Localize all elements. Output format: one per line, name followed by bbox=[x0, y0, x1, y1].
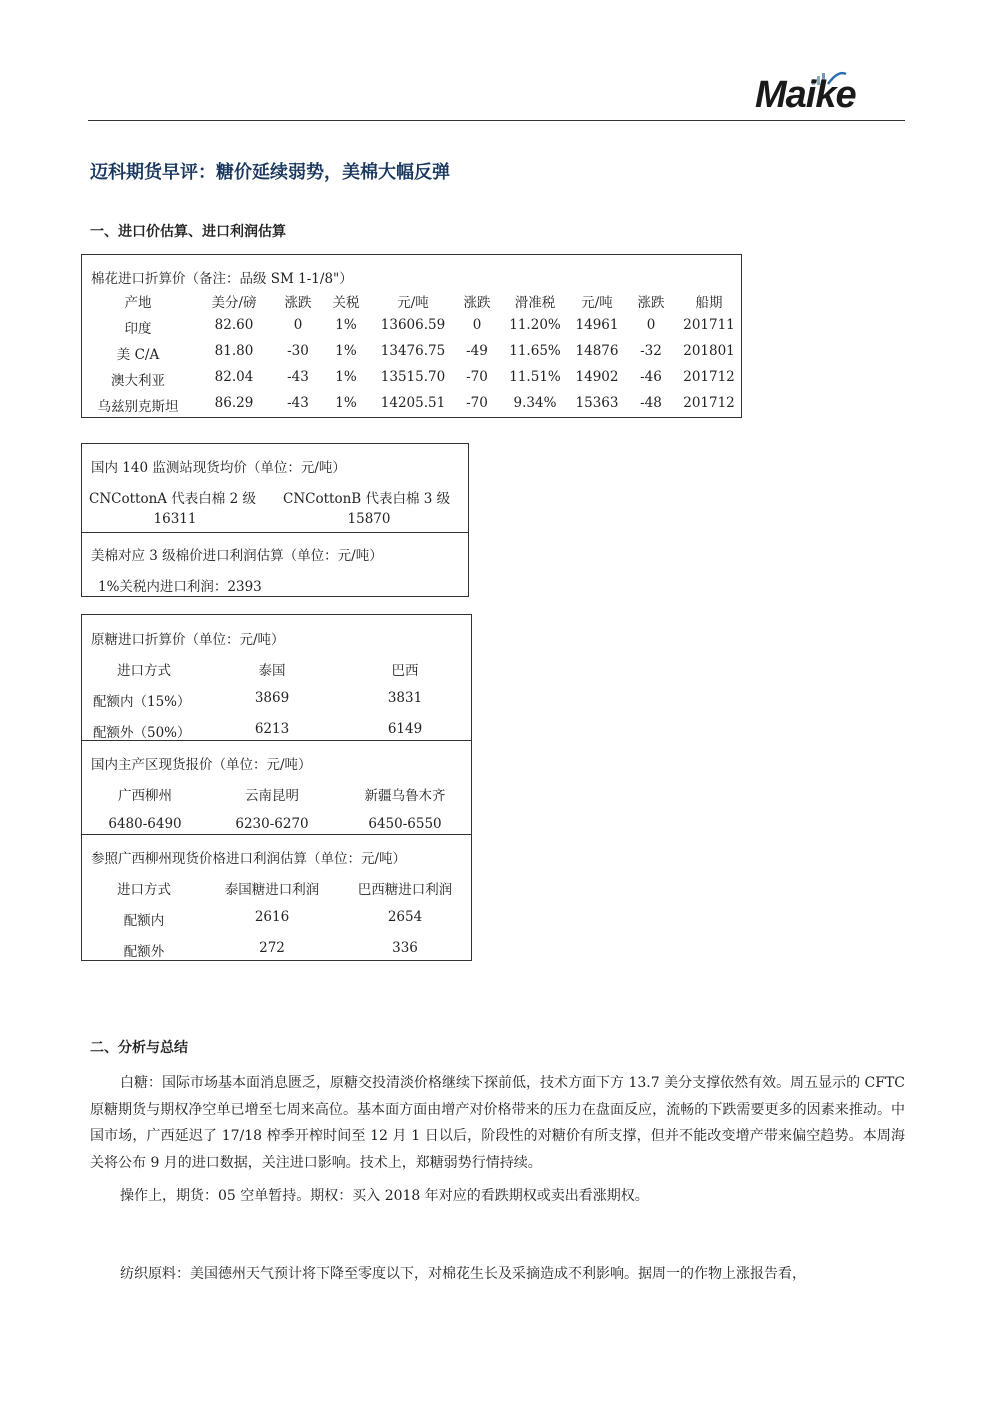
cotton-import-cell: 0 bbox=[472, 317, 482, 333]
cotton-import-cell: 82.04 bbox=[214, 369, 254, 385]
sugar-box bbox=[81, 614, 472, 961]
sugar-profit-header: 巴西糖进口利润 bbox=[357, 882, 453, 898]
sugar-spot-header: 云南昆明 bbox=[245, 788, 299, 804]
paragraph-textile: 纺织原料：美国德州天气预计将下降至零度以下，对棉花生长及采摘造成不利影响。据周一的作物上涨报告看， bbox=[120, 1266, 806, 1282]
cotton-import-cell: 14205.51 bbox=[380, 395, 446, 411]
sugar-import-cell: 6213 bbox=[254, 721, 290, 737]
cotton-import-cell: -48 bbox=[640, 395, 662, 411]
cotton-import-table bbox=[81, 254, 742, 418]
cotton-import-cell: -70 bbox=[466, 369, 488, 385]
cotton-import-cell: -46 bbox=[640, 369, 662, 385]
divider bbox=[82, 740, 471, 741]
cotton-import-cell: 14961 bbox=[575, 317, 619, 333]
cotton-import-cell: 0 bbox=[646, 317, 656, 333]
cotton-import-cell: 13476.75 bbox=[380, 343, 446, 359]
cotton-import-cell: 1% bbox=[335, 395, 357, 411]
cotton-import-header: 关税 bbox=[332, 295, 360, 311]
cotton-import-cell: 1% bbox=[335, 343, 357, 359]
cotton-import-cell: 201712 bbox=[683, 369, 735, 385]
cotton-import-origin: 美 C/A bbox=[116, 347, 160, 363]
cncotton-b-label: CNCottonB 代表白棉 3 级 bbox=[283, 491, 451, 507]
sugar-profit-cell: 272 bbox=[259, 940, 285, 956]
sugar-import-cell: 3869 bbox=[254, 690, 290, 706]
cotton-domestic-box bbox=[81, 443, 469, 597]
sugar-profit-caption: 参照广西柳州现货价格进口利润估算（单位：元/吨） bbox=[91, 851, 407, 867]
sugar-spot-value: 6480-6490 bbox=[108, 816, 182, 832]
sugar-spot-caption: 国内主产区现货报价（单位：元/吨） bbox=[91, 757, 312, 773]
cotton-import-cell: 201712 bbox=[683, 395, 735, 411]
sugar-profit-cell: 336 bbox=[392, 940, 418, 956]
sugar-profit-cell: 2654 bbox=[387, 909, 423, 925]
cotton-import-header: 产地 bbox=[124, 295, 152, 311]
sugar-import-cell: 6149 bbox=[387, 721, 423, 737]
sugar-spot-value: 6450-6550 bbox=[368, 816, 442, 832]
cotton-import-cell: 201801 bbox=[683, 343, 735, 359]
cotton-import-header: 涨跌 bbox=[463, 295, 491, 311]
cotton-import-cell: 14876 bbox=[575, 343, 619, 359]
cncotton-a-label: CNCottonA 代表白棉 2 级 bbox=[89, 491, 256, 507]
paragraph-sugar: 白糖：国际市场基本面消息匮乏，原糖交投清淡价格继续下探前低，技术方面下方 13.7 美分支撑依然有效。周五显示的 CFTC 原糖期货与期权净空单已增至七周来高位。基本面方面由增产对价格带来的压力在盘面反应，流畅的下跌需要更多的因素来推动。中国市场，广西延迟了 17/18 榨季开榨时间至 12 月 1 日以后，阶段性的对糖价有所支撑，但并不能改变增产带来偏空趋势。本周海关将公布 9 月的进口数据，关注进口影响。技术上，郑糖弱势行情持续。 bbox=[90, 1075, 905, 1171]
company-logo: Maike bbox=[755, 74, 856, 116]
cotton-import-cell: 86.29 bbox=[214, 395, 254, 411]
cotton-import-cell: 11.65% bbox=[509, 343, 561, 359]
sugar-spot-value: 6230-6270 bbox=[235, 816, 309, 832]
cotton-import-origin: 澳大利亚 bbox=[111, 373, 165, 389]
cotton-import-header: 涨跌 bbox=[637, 295, 665, 311]
sugar-import-header: 进口方式 bbox=[117, 663, 171, 679]
page-title: 迈科期货早评：糖价延续弱势，美棉大幅反弹 bbox=[90, 162, 450, 183]
cotton-import-header: 涨跌 bbox=[284, 295, 312, 311]
cotton-import-cell: -49 bbox=[466, 343, 488, 359]
sugar-import-header: 泰国 bbox=[258, 663, 286, 679]
sugar-import-header: 巴西 bbox=[391, 663, 419, 679]
cotton-profit-line: 1%关税内进口利润：2393 bbox=[98, 579, 262, 595]
sugar-import-row-label: 配额内（15%） bbox=[93, 694, 191, 710]
sugar-import-caption: 原糖进口折算价（单位：元/吨） bbox=[91, 632, 285, 648]
cotton-profit-caption: 美棉对应 3 级棉价进口利润估算（单位：元/吨） bbox=[91, 548, 383, 564]
cotton-import-caption: 棉花进口折算价（备注：品级 SM 1-1/8"） bbox=[91, 271, 353, 287]
divider bbox=[82, 834, 471, 835]
paragraph-operation: 操作上，期货：05 空单暂持。期权：买入 2018 年对应的看跌期权或卖出看涨期权。 bbox=[120, 1188, 649, 1204]
cotton-import-cell: 14902 bbox=[575, 369, 619, 385]
cotton-import-cell: -30 bbox=[287, 343, 309, 359]
sugar-profit-row-label: 配额外 bbox=[123, 944, 165, 960]
cotton-import-cell: 15363 bbox=[575, 395, 619, 411]
cotton-import-cell: 201711 bbox=[683, 317, 735, 333]
sugar-profit-header: 泰国糖进口利润 bbox=[224, 882, 320, 898]
cotton-import-cell: -70 bbox=[466, 395, 488, 411]
section-heading-1: 一、进口价估算、进口利润估算 bbox=[90, 224, 286, 240]
cotton-import-cell: -43 bbox=[287, 395, 309, 411]
cotton-import-cell: 11.51% bbox=[509, 369, 561, 385]
cotton-import-cell: 1% bbox=[335, 317, 357, 333]
cotton-import-header: 元/吨 bbox=[397, 295, 429, 311]
sugar-import-row-label: 配额外（50%） bbox=[93, 725, 191, 741]
cotton-import-header: 船期 bbox=[695, 295, 723, 311]
cotton-import-cell: 11.20% bbox=[509, 317, 561, 333]
sugar-spot-header: 新疆乌鲁木齐 bbox=[364, 788, 446, 804]
cotton-domestic-caption: 国内 140 监测站现货均价（单位：元/吨） bbox=[91, 460, 346, 476]
header-rule bbox=[88, 120, 905, 121]
cotton-import-cell: 81.80 bbox=[214, 343, 254, 359]
cotton-import-cell: -43 bbox=[287, 369, 309, 385]
cotton-import-cell: 13606.59 bbox=[380, 317, 446, 333]
divider bbox=[82, 532, 468, 533]
cotton-import-origin: 乌兹别克斯坦 bbox=[97, 399, 179, 415]
cncotton-b-value: 15870 bbox=[347, 511, 391, 527]
cotton-import-cell: 9.34% bbox=[513, 395, 557, 411]
cotton-import-cell: 0 bbox=[293, 317, 303, 333]
cotton-import-header: 元/吨 bbox=[581, 295, 613, 311]
cotton-import-cell: 1% bbox=[335, 369, 357, 385]
cotton-import-cell: 82.60 bbox=[214, 317, 254, 333]
cncotton-a-value: 16311 bbox=[153, 511, 197, 527]
sugar-spot-header: 广西柳州 bbox=[118, 788, 172, 804]
cotton-import-origin: 印度 bbox=[124, 321, 152, 337]
cotton-import-cell: -32 bbox=[640, 343, 662, 359]
cotton-import-cell: 13515.70 bbox=[380, 369, 446, 385]
cotton-import-header: 滑准税 bbox=[514, 295, 556, 311]
sugar-profit-cell: 2616 bbox=[254, 909, 290, 925]
section-heading-2: 二、分析与总结 bbox=[90, 1040, 188, 1056]
sugar-import-cell: 3831 bbox=[387, 690, 423, 706]
sugar-profit-row-label: 配额内 bbox=[123, 913, 165, 929]
sugar-profit-header: 进口方式 bbox=[117, 882, 171, 898]
cotton-import-header: 美分/磅 bbox=[211, 295, 257, 311]
